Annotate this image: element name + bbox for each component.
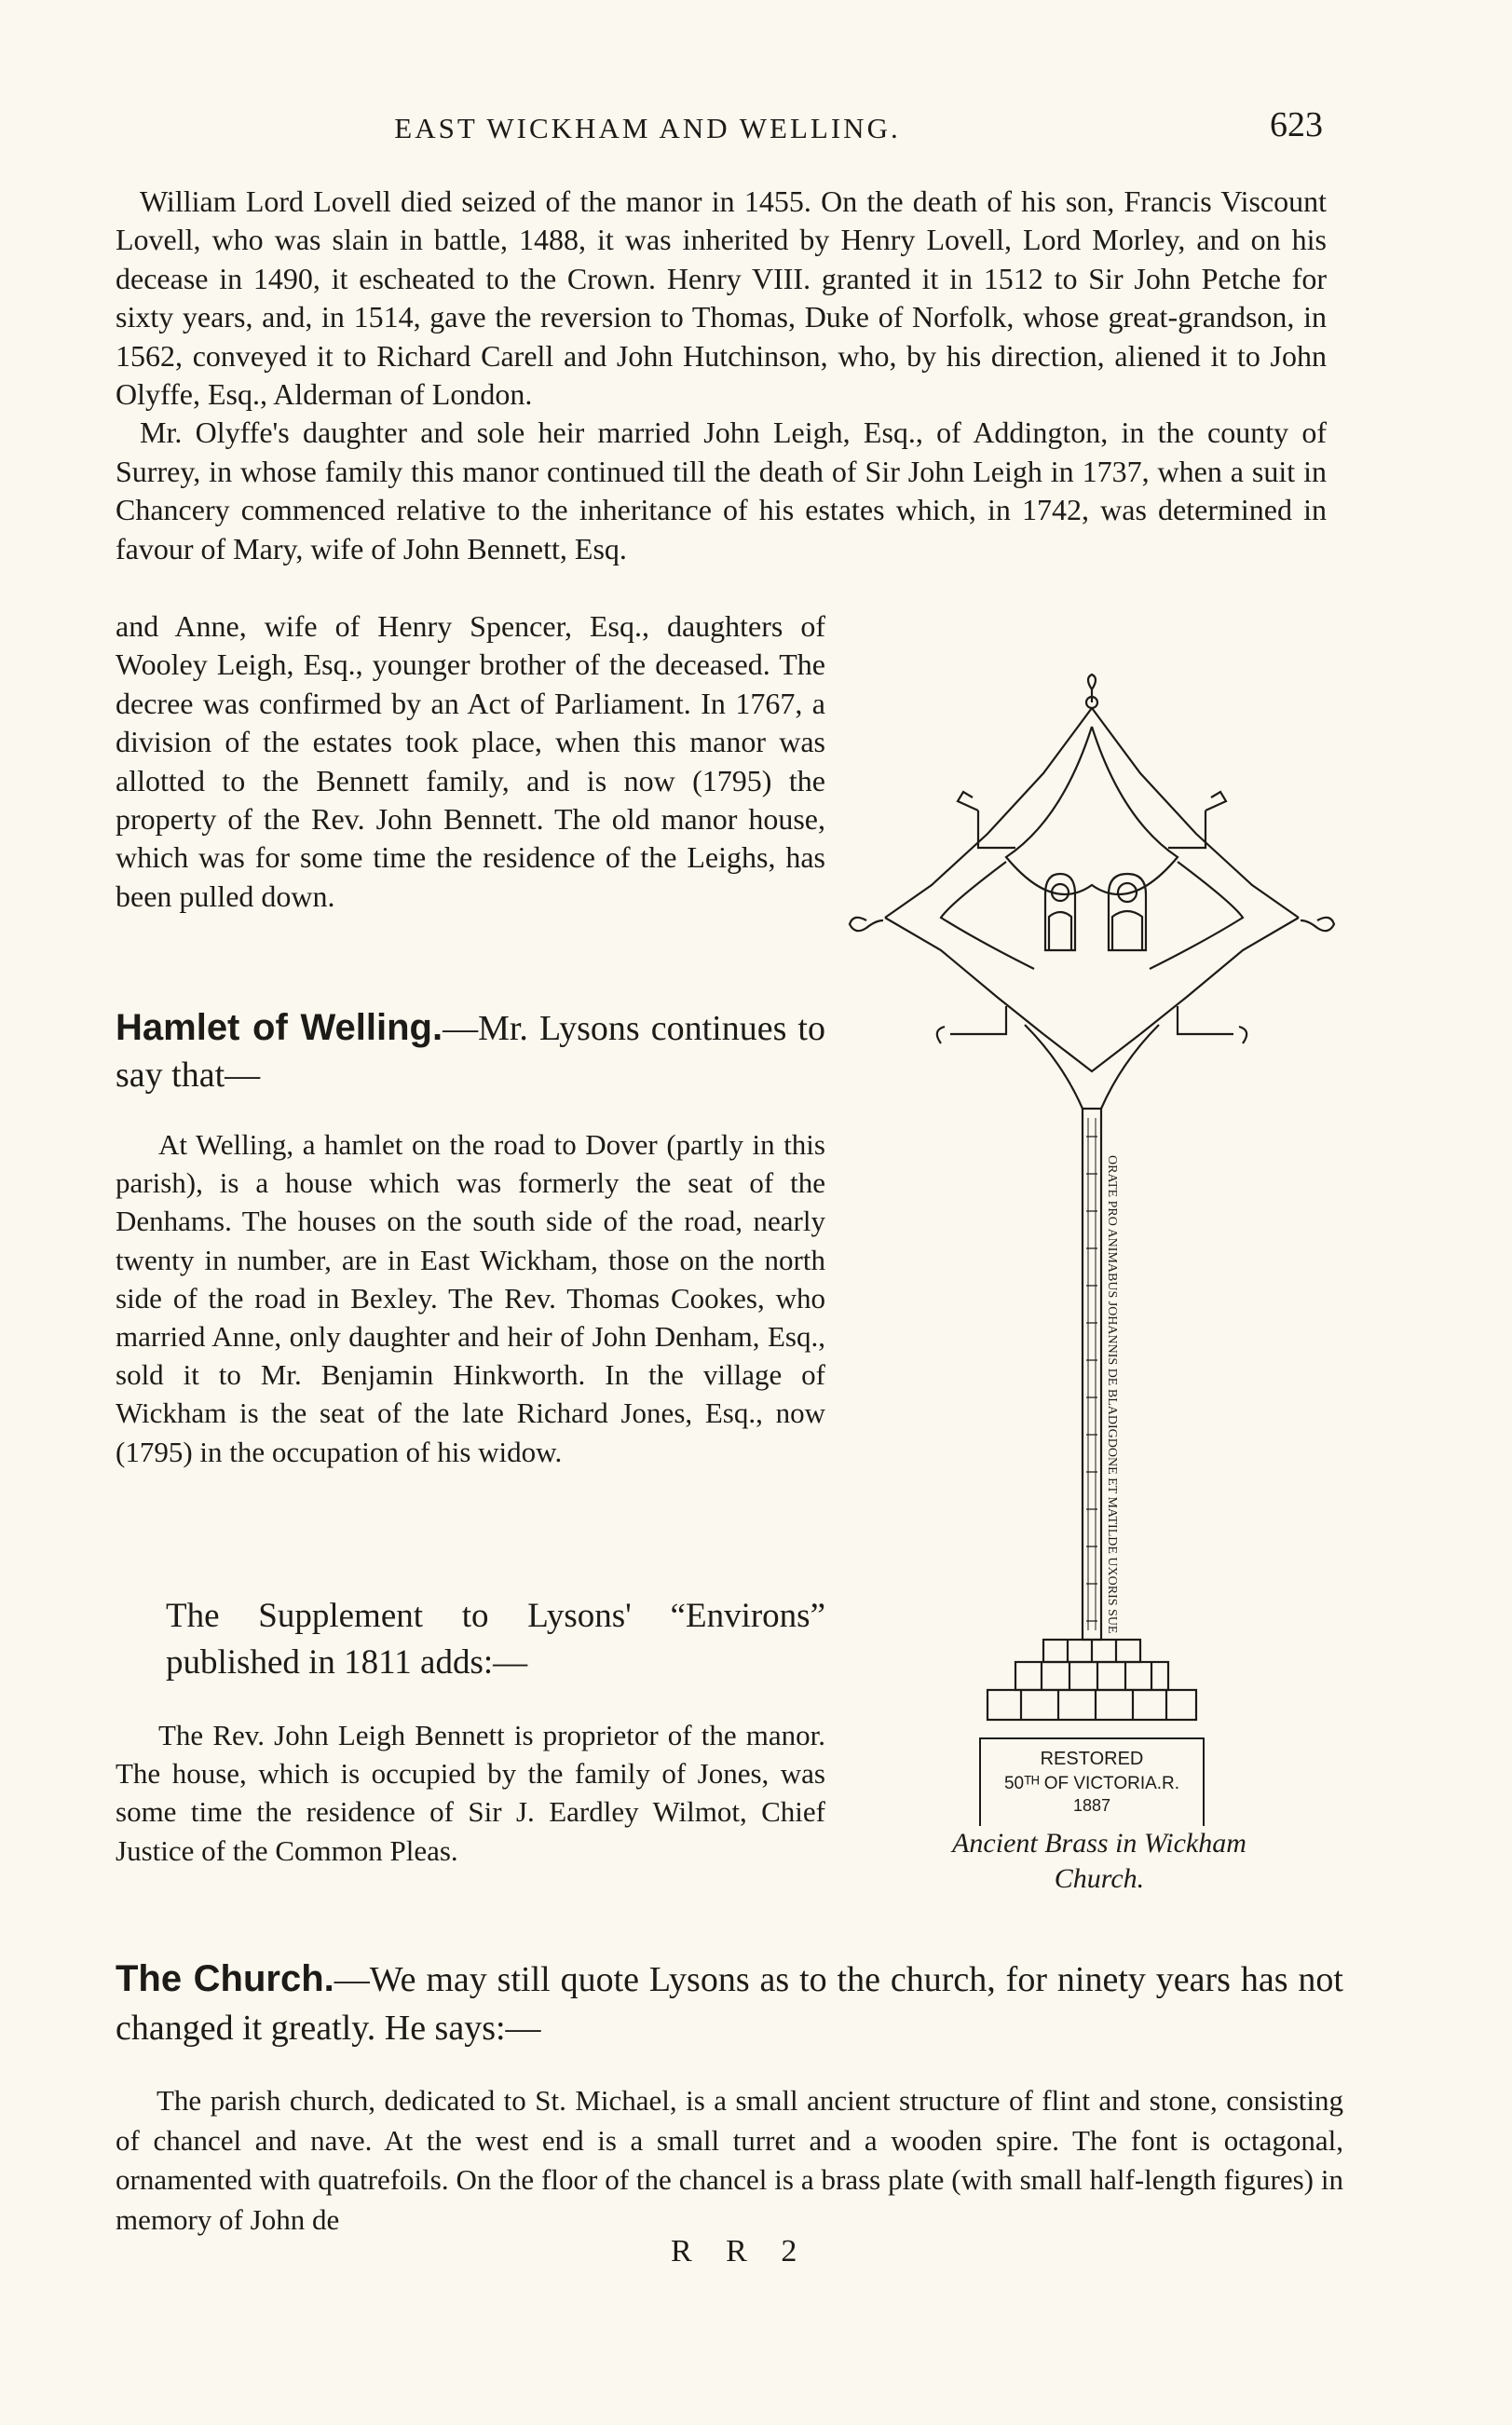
- welling-heading-rest: —Mr. Lysons continues to say that—: [116, 1009, 825, 1095]
- supplement-quote: The Rev. John Leigh Bennett is proprietor of the manor. The house, which is occupied by the family of Jones, was some time the residence of Sir J. Eardley Wilmot, Chief Justice of the Common Pleas.: [116, 1719, 825, 1867]
- welling-heading-title: Hamlet of Welling.: [116, 1007, 443, 1048]
- running-title: EAST WICKHAM AND WELLING.: [394, 112, 901, 144]
- brass-cross-drawing: [838, 671, 1360, 1826]
- page-number: 623: [1270, 105, 1323, 144]
- shaft-inscription: ORATE PRO ANIMABUS JOHANNIS DE BLADIGDONE ET MATILDE UXORIS SUE: [1105, 1155, 1119, 1634]
- welling-heading: [116, 1004, 825, 1098]
- intro-text: [116, 183, 1327, 568]
- supplement-heading: The Supplement to Lysons' “Environs” published in 1811 adds:—: [166, 1597, 825, 1682]
- brass-cross-illustration: [838, 671, 1360, 1900]
- plaque-line-restored: RESTORED: [1040, 1749, 1144, 1769]
- paragraph-leigh-continuation: and Anne, wife of Henry Spencer, Esq., daughters of Wooley Leigh, Esq., younger brother of the deceased. The decree was confirmed by an Act of Parliament. In 1767, a division of the estates took place, when this manor was allotted to the Bennett family, and is now (1795) the property of the Rev. John Bennett. The old manor house, which was for some time the residence of the Leighs, has been pulled down.: [116, 609, 825, 913]
- paragraph-manor-history: William Lord Lovell died seized of the manor in 1455. On the death of his son, Francis Viscount Lovell, who was slain in battle, 1488, it was inherited by Henry Lovell, Lord Morley, and on his decease in 1490, it escheated to the Crown. Henry VIII. granted it in 1512 to Sir John Petche for sixty years, and, in 1514, gave the reversion to Thomas, Duke of Norfolk, whose great-grandson, in 1562, conveyed it to Richard Carell and John Hutchinson, who, by his direction, aliened it to John Olyffe, Esq., Alderman of London.: [116, 184, 1327, 412]
- church-quote: The parish church, dedicated to St. Michael, is a small ancient structure of flint and stone, consisting of chancel and nave. At the west end is a small turret and a wooden spire. The font is octagonal, ornamented with quatrefoils. On the floor of the chancel is a brass plate (with small half-length figures) in memory of John de: [116, 2084, 1343, 2236]
- church-heading-rest: —We may still quote Lysons as to the church, for ninety years has not changed it greatly. He says:—: [116, 1960, 1343, 2048]
- caption-line-1: Ancient Brass in Wickham: [952, 1828, 1246, 1859]
- welling-quote: At Welling, a hamlet on the road to Dover (partly in this parish), is a house which was formerly the seat of the Denhams. The houses on the south side of the road, nearly twenty in number, are in East Wickham, those on the north side of the road in Bexley. The Rev. Thomas Cookes, who married Anne, only daughter and heir of John Denham, Esq., sold it to Mr. Benjamin Hinkworth. In the village of Wickham is the seat of the late Richard Jones, Esq., now (1795) in the occupation of his widow.: [116, 1128, 825, 1468]
- caption-line-2: Church.: [1054, 1863, 1145, 1894]
- church-heading: [116, 1955, 1343, 2052]
- plaque-line-year: 1887: [1072, 1796, 1111, 1815]
- running-head: [112, 104, 1323, 151]
- paragraph-olyffe: Mr. Olyffe's daughter and sole heir married John Leigh, Esq., of Addington, in the county of Surrey, in whose family this manor continued till the death of Sir John Leigh in 1737, when a suit in Chancery commenced relative to the inheritance of his estates which, in 1742, was determined in favour of Mary, wife of John Bennett, Esq.: [116, 416, 1327, 565]
- church-heading-title: The Church.: [116, 1958, 334, 1999]
- signature-mark: R R 2: [671, 2234, 810, 2268]
- plaque-line-jubilee: 50ᵀᴴ OF VICTORIA.R.: [1003, 1774, 1180, 1793]
- figure-caption: [866, 1826, 1332, 1897]
